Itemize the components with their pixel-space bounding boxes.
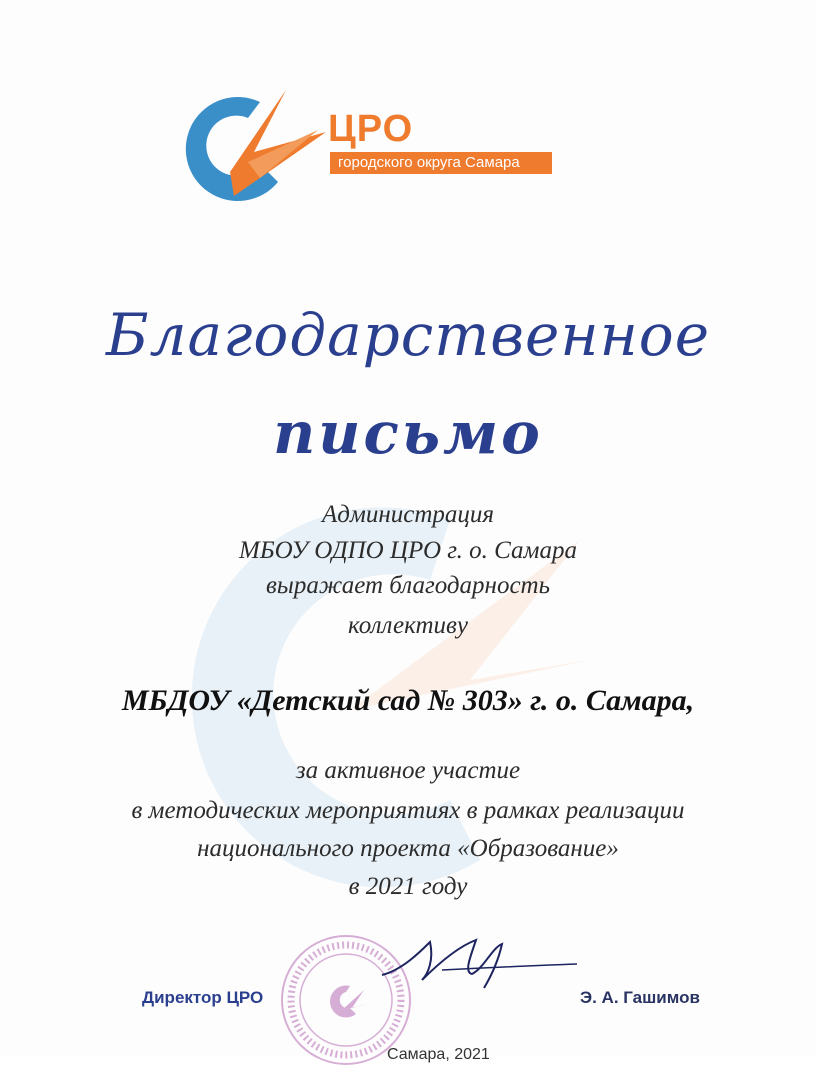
handwritten-signature-icon [372,930,592,1000]
reason-line: в методических мероприятиях в рамках реализации [131,797,685,824]
intro-line: выражает благодарность [266,572,550,599]
document-subtitle: письмо [273,399,543,467]
signatory-position: Директор ЦРО [142,988,264,1007]
recipient-name: МБДОУ «Детский сад № 303» г. о. Самара, [121,684,695,717]
place-date: Самара, 2021 [387,1046,490,1063]
intro-line: Администрация [321,501,495,528]
reason-line: в 2021 году [348,873,468,900]
logo-name: ЦРО [328,108,414,150]
document-title: Благодарственное [105,301,711,369]
reason-line: национального проекта «Образование» [197,835,619,862]
reason-line: за активное участие [295,757,521,784]
intro-line: коллективу [347,612,468,639]
intro-line: МБОУ ОДПО ЦРО г. о. Самара [239,537,577,564]
cro-logo-icon [168,80,338,205]
signatory-name: Э. А. Гашимов [580,988,700,1007]
logo-subtitle: городского округа Самара [330,152,552,174]
